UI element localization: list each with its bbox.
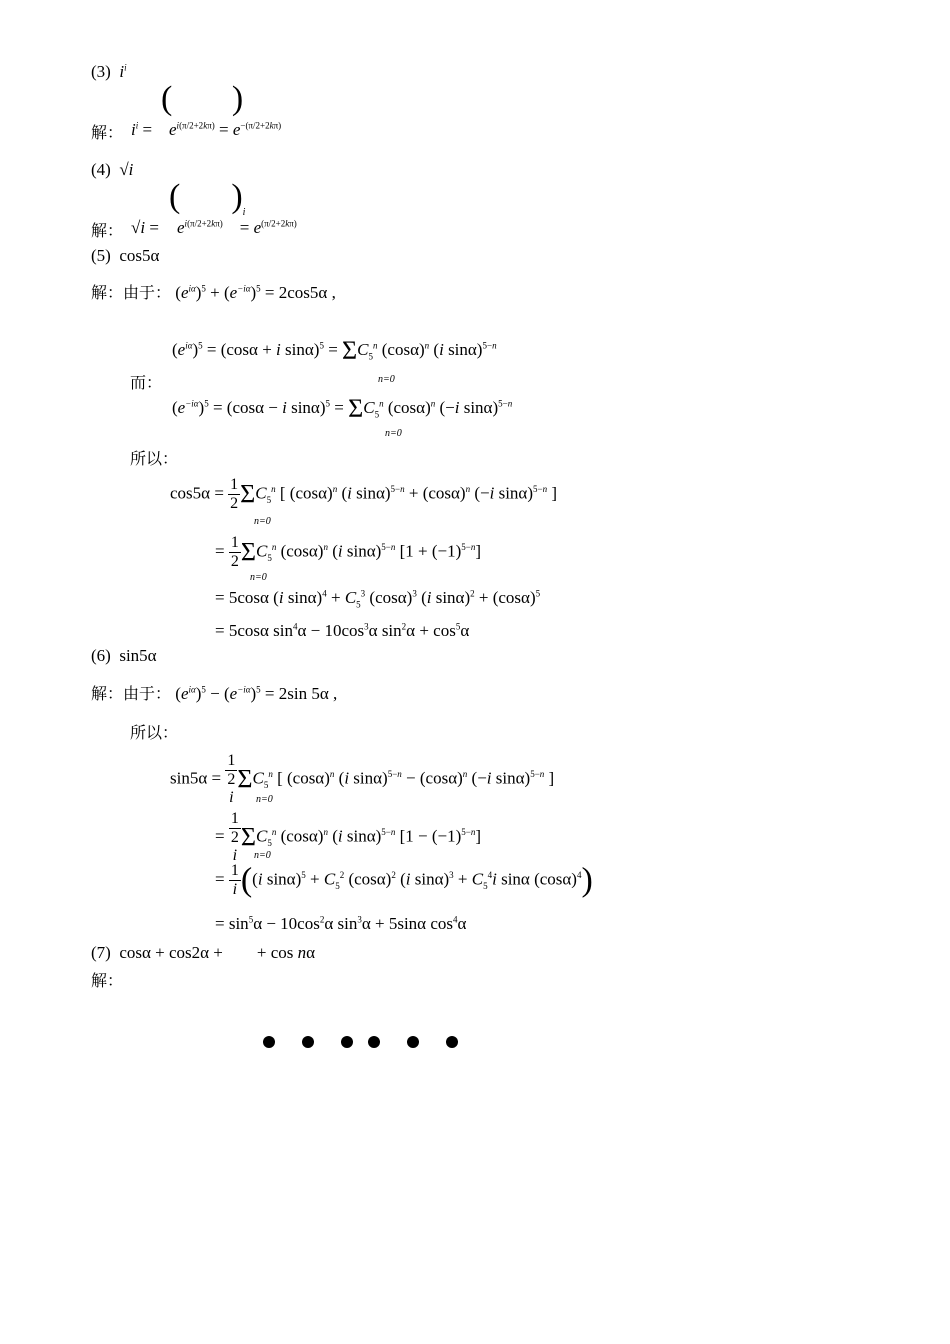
p5-step-3: = 5cosα (i $\sin\alpha)^4 + C_5^3$ $(\cos\alpha)^3$ (i $\sin\alpha)^2 + (\cos\alpha)^5$ bbox=[215, 588, 541, 610]
label-suoyi: 所以： bbox=[130, 449, 179, 468]
problem-7-title: (7) cosα + cos2α + + cos nα bbox=[91, 943, 316, 962]
sum-limit: n=0 bbox=[254, 516, 271, 527]
dot-6 bbox=[446, 1036, 458, 1048]
dot-3 bbox=[341, 1036, 353, 1048]
p6-step-2: = 1 2 i $\Sigma C_5^n$ $(\cos\alpha)^n$ (i sinα)$^{5-n}$ $[1 - (-1)^{5-n}]$ bbox=[215, 810, 482, 864]
p5-er-line-2: $(e^{-i\alpha})^5 = (\cos\alpha - i$ $\sin\alpha)^5 = \Sigma C_5^n$ $(\cos\alpha)^n$ (−i sinα)$^{5-n}$ bbox=[172, 394, 513, 423]
dot-1 bbox=[263, 1036, 275, 1048]
sum-limit: n=0 bbox=[385, 428, 402, 439]
problem-5-intro: 解：由于： $(e^{i\alpha})^5 + (e^{-i\alpha})^5 = 2\cos 5\alpha$ , bbox=[91, 283, 336, 302]
sum-limit: n=0 bbox=[254, 850, 271, 861]
problem-7-solution-label: 解： bbox=[91, 971, 124, 990]
label-er: 而： bbox=[130, 373, 163, 392]
sum-limit: n=0 bbox=[256, 794, 273, 805]
dot-2 bbox=[302, 1036, 314, 1048]
problem-4-title: (4) √i bbox=[91, 160, 134, 179]
problem-5-title: (5) cos5α bbox=[91, 246, 160, 265]
sum-limit: n=0 bbox=[378, 374, 395, 385]
p5-step-4: = 5cosα $\sin^4\alpha - 10\cos^3\alpha$ $\sin^2\alpha + \cos^5\alpha$ bbox=[215, 621, 470, 640]
p5-er-line-1: $(e^{i\alpha})^5 = (\cos\alpha + i$ $\sin\alpha)^5 = \Sigma C_5^n$ $(\cos\alpha)^n$ (i sinα)$^{5-n}$ bbox=[172, 336, 497, 365]
sum-limit: n=0 bbox=[250, 572, 267, 583]
p6-step-4: = $\sin^5\alpha - 10\cos^2\alpha$ $\sin^3\alpha + 5\sin\alpha$ $\cos^4\alpha$ bbox=[215, 914, 467, 933]
problem-6-intro: 解：由于： $(e^{i\alpha})^5 - (e^{-i\alpha})^5 = 2\sin$ 5α , bbox=[91, 684, 338, 703]
p5-step-2: = $\frac{1}{2}$ $\Sigma C_5^n$ $(\cos\alpha)^n$ (i sinα)$^{5-n}$ $[1 + (-1)^{5-n}]$ bbox=[215, 534, 482, 570]
p5-step-1: cos5α = $\frac{1}{2}$ $\Sigma C_5^n$ [ $(\cos\alpha)^n$ (i $\sin\alpha)^{5-n} + (\cos\alpha)^n$ (−i sinα)$^{5-n}$ ] bbox=[170, 476, 557, 512]
problem-3-title: (3) $i^i$ bbox=[91, 62, 127, 81]
label-suoyi-2: 所以： bbox=[130, 723, 179, 742]
p6-step-3: = $\frac{1}{i}$ ((i $\sin\alpha)^5 + C_5^2$ $(\cos\alpha)^2$ (i $\sin\alpha)^3 + C_5^4i$ sinα $(\cos\alpha)^4$) bbox=[215, 861, 593, 899]
dot-5 bbox=[407, 1036, 419, 1048]
dot-4 bbox=[368, 1036, 380, 1048]
p6-step-1: sin5α = 1 2 i $\Sigma C_5^n$ [ $(\cos\alpha)^n$ (i $\sin\alpha)^{5-n} - (\cos\alpha)^n$ (−i sinα)$^{5-n}$ ] bbox=[170, 752, 555, 806]
problem-6-title: (6) sin5α bbox=[91, 646, 157, 665]
